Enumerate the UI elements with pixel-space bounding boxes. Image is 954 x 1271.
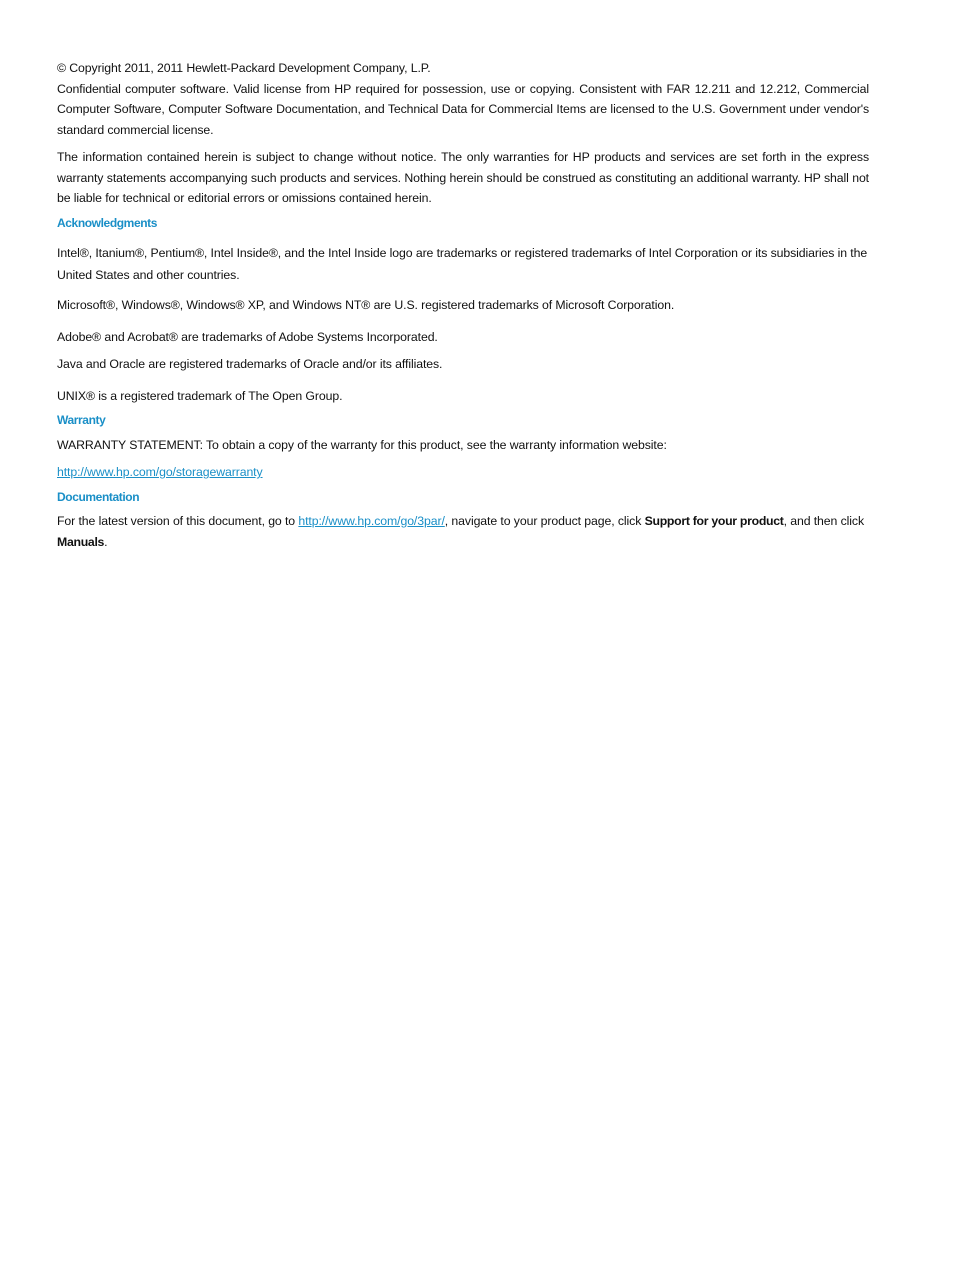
documentation-text-end: . [104, 534, 108, 549]
intel-trademark-paragraph: Intel®, Itanium®, Pentium®, Intel Inside®, and the Intel Inside logo are trademarks or registered trademarks of Intel Corporation or its subsidiaries in the United States and other countries. [57, 246, 868, 282]
acknowledgments-heading: Acknowledgments [57, 215, 158, 230]
support-for-your-product-label: Support for your product [644, 514, 784, 528]
microsoft-trademark-paragraph: Microsoft®, Windows®, Windows® XP, and Windows NT® are U.S. registered trademarks of Microsoft Corporation. [57, 298, 675, 312]
legal-notice-page [57, 58, 869, 552]
documentation-heading: Documentation [57, 489, 140, 504]
manuals-label: Manuals [57, 534, 105, 549]
copyright-line: © Copyright 2011, 2011 Hewlett-Packard Development Company, L.P. [57, 61, 431, 75]
adobe-trademark-paragraph: Adobe® and Acrobat® are trademarks of Adobe Systems Incorporated. [57, 329, 438, 344]
warranty-statement: WARRANTY STATEMENT: To obtain a copy of the warranty for this product, see the warranty information website: [57, 437, 667, 452]
documentation-text-before-link: For the latest version of this document, go to [57, 514, 299, 528]
warranty-link[interactable]: http://www.hp.com/go/storagewarranty [57, 465, 263, 479]
documentation-text-after-link: , navigate to your product page, click [444, 514, 645, 528]
warranty-heading: Warranty [57, 413, 106, 427]
unix-trademark-paragraph: UNIX® is a registered trademark of The Open Group. [57, 388, 343, 403]
warranty-link-line [57, 462, 869, 483]
documentation-text-then: , and then click [783, 514, 865, 528]
java-trademark-paragraph: Java and Oracle are registered trademarks of Oracle and/or its affiliates. [57, 357, 443, 371]
documentation-3par-link[interactable]: http://www.hp.com/go/3par/ [298, 514, 445, 528]
documentation-paragraph [57, 511, 869, 552]
license-paragraph: Confidential computer software. Valid license from HP required for possession, use or copying. Consistent with FAR 12.211 and 12.212, Commercial Computer Software, Computer Software Documentation, and Technical Data for Commercial Items are licensed to the U.S. Government under vendor's standard commercial license. [57, 81, 869, 137]
disclaimer-paragraph: The information contained herein is subject to change without notice. The only warranties for HP products and services are set forth in the express warranty statements accompanying such products and services. Nothing herein should be construed as constituting an additional warranty. HP shall not be liable for technical or editorial errors or omissions contained herein. [57, 150, 869, 205]
